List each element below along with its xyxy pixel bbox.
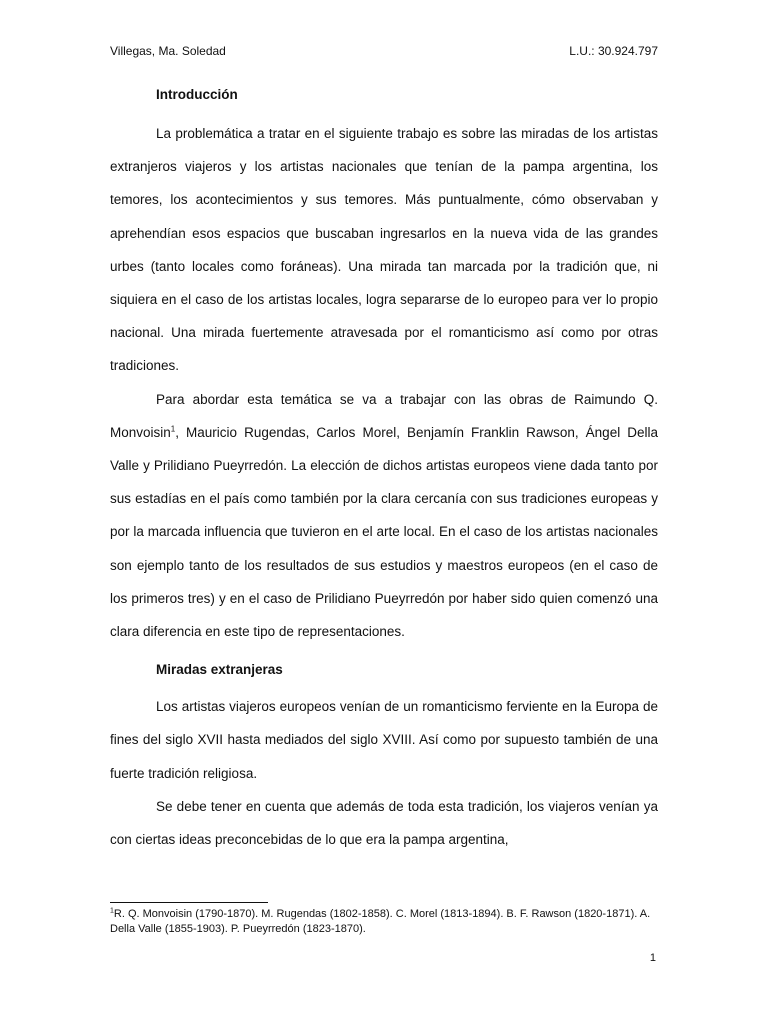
- section-heading-miradas-extranjeras: Miradas extranjeras: [156, 662, 283, 678]
- footnote: [110, 907, 658, 937]
- student-id: L.U.: 30.924.797: [569, 44, 658, 58]
- paragraph: Los artistas viajeros europeos venían de un romanticismo ferviente en la Europa de fines del siglo XVII hasta mediados del siglo XVIII. Así como por supuesto también de una fuerte tradición religiosa.: [110, 699, 658, 781]
- footnote-reference: 1: [170, 424, 176, 434]
- paragraph-text: Para abordar esta temática se va a trabajar con las obras de Raimundo Q. Monvoisin: [110, 391, 658, 440]
- footnote-text: R. Q. Monvoisin (1790-1870). M. Rugendas (1802-1858). C. Morel (1813-1894). B. F. Rawson (1820-1871). A. Della Valle (1855-1903). P. Pueyrredón (1823-1870).: [110, 908, 651, 935]
- paragraph-text: , Mauricio Rugendas, Carlos Morel, Benjamín Franklin Rawson, Ángel Della Valle y Prilidiano Pueyrredón. La elección de dichos artistas europeos viene dada tanto por sus estadías en el país como también por la clara cercanía con sus tradiciones europeas y por la marcada influencia que tuvieron en el arte local. En el caso de los artistas nacionales son ejemplo tanto de los resultados de sus estudios y maestros europeos (en el caso de los primeros tres) y en el caso de Prilidiano Pueyrredón por haber sido quien comenzó una clara diferencia en este tipo de representaciones.: [110, 424, 658, 640]
- page-number: 1: [649, 952, 656, 964]
- paragraph: [110, 383, 658, 649]
- footnote-divider: [110, 902, 268, 903]
- footnote-marker: 1: [110, 907, 114, 915]
- page-header: [110, 43, 658, 59]
- section-heading-introduccion: Introducción: [156, 87, 238, 102]
- paragraph: Se debe tener en cuenta que además de toda esta tradición, los viajeros venían ya con ciertas ideas preconcebidas de lo que era la pampa argentina,: [110, 798, 658, 848]
- document-body: [110, 83, 658, 856]
- paragraph: La problemática a tratar en el siguiente trabajo es sobre las miradas de los artistas extranjeros viajeros y los artistas nacionales que tenían de la pampa argentina, los temores, los acontecimientos y sus temores. Más puntualmente, cómo observaban y aprehendían esos espacios que buscaban ingresarlos en la nueva vida de las grandes urbes (tanto locales como foráneas). Una mirada tan marcada por la tradición que, ni siquiera en el caso de los artistas locales, logra separarse de lo europeo para ver lo propio nacional. Una mirada fuertemente atravesada por el romanticismo así como por otras tradiciones.: [110, 126, 658, 374]
- author-name: Villegas, Ma. Soledad: [110, 44, 226, 58]
